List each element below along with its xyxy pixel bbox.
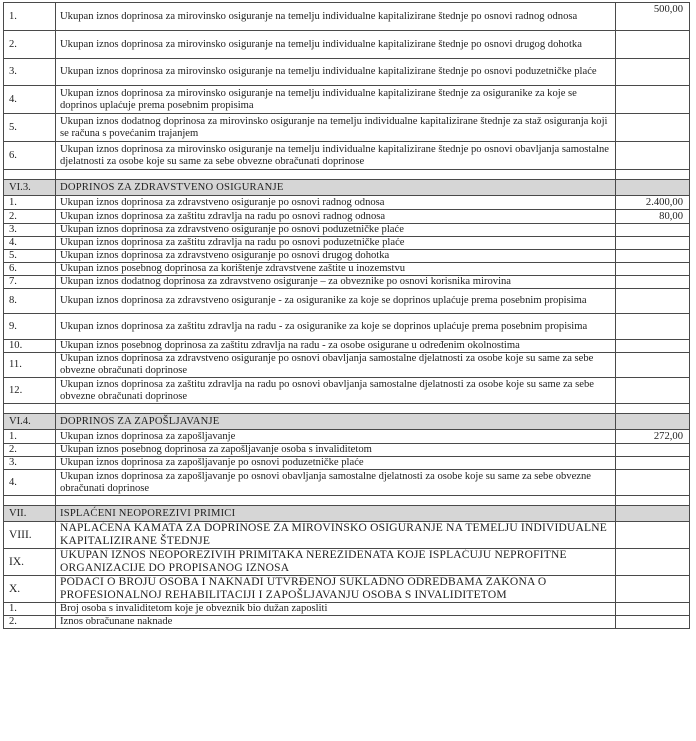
row-amount: [616, 114, 690, 142]
row-description: Ukupan iznos doprinosa za zaštitu zdravlja na radu - za osiguranike za koje se doprinos uplaćuje prema posebnim propisima: [56, 314, 616, 340]
row-number: 1.: [4, 430, 56, 444]
row-description: ISPLAĆENI NEOPOREZIVI PRIMICI: [56, 506, 616, 522]
row-number: VI.4.: [4, 414, 56, 430]
row-description: Ukupan iznos doprinosa za zapošljavanje: [56, 430, 616, 444]
row-description: DOPRINOS ZA ZDRAVSTVENO OSIGURANJE: [56, 180, 616, 196]
table-row: [4, 314, 690, 340]
row-description: Ukupan iznos doprinosa za mirovinsko osiguranje na temelju individualne kapitalizirane štednje po osnovi drugog dohotka: [56, 31, 616, 59]
contributions-table: [3, 2, 690, 629]
row-number: X.: [4, 576, 56, 603]
section-header-row: [4, 506, 690, 522]
row-description: Ukupan iznos doprinosa za mirovinsko osiguranje na temelju individualne kapitalizirane štednje po osnovi poduzetničke plaće: [56, 59, 616, 86]
row-number: 5.: [4, 114, 56, 142]
row-number: [4, 404, 56, 414]
row-number: 5.: [4, 250, 56, 263]
row-number: 6.: [4, 142, 56, 170]
row-number: 1.: [4, 3, 56, 31]
table-row: [4, 86, 690, 114]
row-description: Ukupan iznos doprinosa za zdravstveno osiguranje po osnovi poduzetničke plaće: [56, 224, 616, 237]
row-description: Ukupan iznos posebnog doprinosa za zapošljavanje osoba s invaliditetom: [56, 444, 616, 457]
row-number: 2.: [4, 616, 56, 629]
row-number: 2.: [4, 210, 56, 224]
table-row: [4, 3, 690, 31]
row-description: Ukupan iznos doprinosa za zdravstveno osiguranje po osnovi radnog odnosa: [56, 196, 616, 210]
table-row: [4, 522, 690, 549]
row-amount: [616, 180, 690, 196]
table-row: [4, 340, 690, 353]
row-description: Ukupan iznos doprinosa za zaštitu zdravlja na radu po osnovi poduzetničke plaće: [56, 237, 616, 250]
row-description: Ukupan iznos doprinosa za zapošljavanje po osnovi poduzetničke plaće: [56, 457, 616, 470]
row-description: Ukupan iznos dodatnog doprinosa za zdravstveno osiguranje – za obveznike po osnovi korisnika mirovina: [56, 276, 616, 289]
row-amount: [616, 170, 690, 180]
table-row: [4, 114, 690, 142]
table-row: [4, 616, 690, 629]
row-amount: [616, 457, 690, 470]
row-amount: [616, 522, 690, 549]
row-number: 4.: [4, 86, 56, 114]
row-amount: 80,00: [616, 210, 690, 224]
row-number: 4.: [4, 237, 56, 250]
row-number: 10.: [4, 340, 56, 353]
row-number: 9.: [4, 314, 56, 340]
row-number: [4, 170, 56, 180]
row-amount: [616, 414, 690, 430]
row-description: [56, 170, 616, 180]
row-description: Ukupan iznos doprinosa za zdravstveno osiguranje - za osiguranike za koje se doprinos uplaćuje prema posebnim propisima: [56, 289, 616, 314]
row-description: Ukupan iznos posebnog doprinosa za korištenje zdravstvene zaštite u inozemstvu: [56, 263, 616, 276]
row-amount: [616, 353, 690, 378]
row-amount: [616, 496, 690, 506]
row-amount: [616, 142, 690, 170]
section-header-row: [4, 414, 690, 430]
row-amount: [616, 237, 690, 250]
table-row: [4, 210, 690, 224]
row-amount: [616, 616, 690, 629]
spacer-row: [4, 170, 690, 180]
row-number: 8.: [4, 289, 56, 314]
table-row: [4, 457, 690, 470]
row-amount: [616, 31, 690, 59]
table-row: [4, 224, 690, 237]
table-row: [4, 263, 690, 276]
row-number: 3.: [4, 59, 56, 86]
row-description: Ukupan iznos doprinosa za mirovinsko osiguranje na temelju individualne kapitalizirane štednje po osnovi obavljanja samostalne djelatnosti za osobe koje su same za sebe obvezne obračunati doprinose: [56, 142, 616, 170]
row-description: Ukupan iznos doprinosa za zdravstveno osiguranje po osnovi drugog dohotka: [56, 250, 616, 263]
row-number: 1.: [4, 603, 56, 616]
table-row: [4, 470, 690, 496]
row-number: 11.: [4, 353, 56, 378]
table-row: [4, 142, 690, 170]
row-number: 4.: [4, 470, 56, 496]
row-number: 1.: [4, 196, 56, 210]
row-description: Ukupan iznos doprinosa za mirovinsko osiguranje na temelju individualne kapitalizirane štednje za osiguranike za koje se doprinos uplaćuje prema posebnim propisima: [56, 86, 616, 114]
row-description: [56, 404, 616, 414]
row-description: Broj osoba s invaliditetom koje je obveznik bio dužan zaposliti: [56, 603, 616, 616]
table-row: [4, 250, 690, 263]
section-header-row: [4, 180, 690, 196]
row-amount: [616, 289, 690, 314]
row-amount: [616, 378, 690, 404]
row-amount: [616, 506, 690, 522]
row-amount: [616, 276, 690, 289]
row-description: PODACI O BROJU OSOBA I NAKNADI UTVRĐENOJ SUKLADNO ODREDBAMA ZAKONA O PROFESIONALNOJ REHABILITACIJI I ZAPOŠLJAVANJU OSOBA S INVALIDITETOM: [56, 576, 616, 603]
table-row: [4, 196, 690, 210]
row-number: IX.: [4, 549, 56, 576]
row-number: 3.: [4, 224, 56, 237]
row-description: Ukupan iznos posebnog doprinosa za zaštitu zdravlja na radu - za osobe osigurane u određenim okolnostima: [56, 340, 616, 353]
table-row: [4, 444, 690, 457]
table-row: [4, 276, 690, 289]
spacer-row: [4, 404, 690, 414]
row-description: Ukupan iznos doprinosa za mirovinsko osiguranje na temelju individualne kapitalizirane štednje po osnovi radnog odnosa: [56, 3, 616, 31]
row-number: 7.: [4, 276, 56, 289]
row-description: Ukupan iznos doprinosa za zaštitu zdravlja na radu po osnovi obavljanja samostalne djelatnosti za osobe koje su same za sebe obvezne obračunati doprinose: [56, 378, 616, 404]
row-number: 3.: [4, 457, 56, 470]
row-description: DOPRINOS ZA ZAPOŠLJAVANJE: [56, 414, 616, 430]
row-number: 6.: [4, 263, 56, 276]
row-number: VII.: [4, 506, 56, 522]
row-amount: [616, 59, 690, 86]
table-row: [4, 576, 690, 603]
row-amount: [616, 404, 690, 414]
row-description: Ukupan iznos dodatnog doprinosa za mirovinsko osiguranje na temelju individualne kapitalizirane štednje za staž osiguranja koji se računa s povećanim trajanjem: [56, 114, 616, 142]
row-amount: [616, 250, 690, 263]
row-number: 2.: [4, 31, 56, 59]
row-description: [56, 496, 616, 506]
table-row: [4, 603, 690, 616]
row-amount: [616, 549, 690, 576]
row-amount: [616, 340, 690, 353]
row-description: Ukupan iznos doprinosa za zaštitu zdravlja na radu po osnovi radnog odnosa: [56, 210, 616, 224]
row-number: 12.: [4, 378, 56, 404]
row-description: NAPLAĆENA KAMATA ZA DOPRINOSE ZA MIROVINSKO OSIGURANJE NA TEMELJU INDIVIDUALNE KAPITALIZIRANE ŠTEDNJE: [56, 522, 616, 549]
table-row: [4, 378, 690, 404]
row-amount: [616, 603, 690, 616]
table-row: [4, 237, 690, 250]
row-description: Ukupan iznos doprinosa za zapošljavanje po osnovi obavljanja samostalne djelatnosti za osobe koje su same za sebe obvezne obračunati doprinose: [56, 470, 616, 496]
table-row: [4, 289, 690, 314]
table-row: [4, 31, 690, 59]
row-number: VIII.: [4, 522, 56, 549]
row-amount: 2.400,00: [616, 196, 690, 210]
row-number: [4, 496, 56, 506]
row-amount: 500,00: [616, 3, 690, 31]
spacer-row: [4, 496, 690, 506]
row-description: Ukupan iznos doprinosa za zdravstveno osiguranje po osnovi obavljanja samostalne djelatnosti za osobe koje su same za sebe obvezne obračunati doprinose: [56, 353, 616, 378]
table-row: [4, 549, 690, 576]
row-number: VI.3.: [4, 180, 56, 196]
row-description: UKUPAN IZNOS NEOPOREZIVIH PRIMITAKA NEREZIDENATA KOJE ISPLAĆUJU NEPROFITNE ORGANIZACIJE DO PROPISANOG IZNOSA: [56, 549, 616, 576]
row-description: Iznos obračunane naknade: [56, 616, 616, 629]
row-amount: [616, 224, 690, 237]
row-amount: [616, 444, 690, 457]
table-row: [4, 353, 690, 378]
table-row: [4, 430, 690, 444]
row-amount: [616, 576, 690, 603]
row-amount: [616, 86, 690, 114]
row-amount: [616, 470, 690, 496]
row-amount: [616, 263, 690, 276]
row-amount: [616, 314, 690, 340]
table-body: [4, 3, 690, 629]
row-number: 2.: [4, 444, 56, 457]
table-row: [4, 59, 690, 86]
row-amount: 272,00: [616, 430, 690, 444]
